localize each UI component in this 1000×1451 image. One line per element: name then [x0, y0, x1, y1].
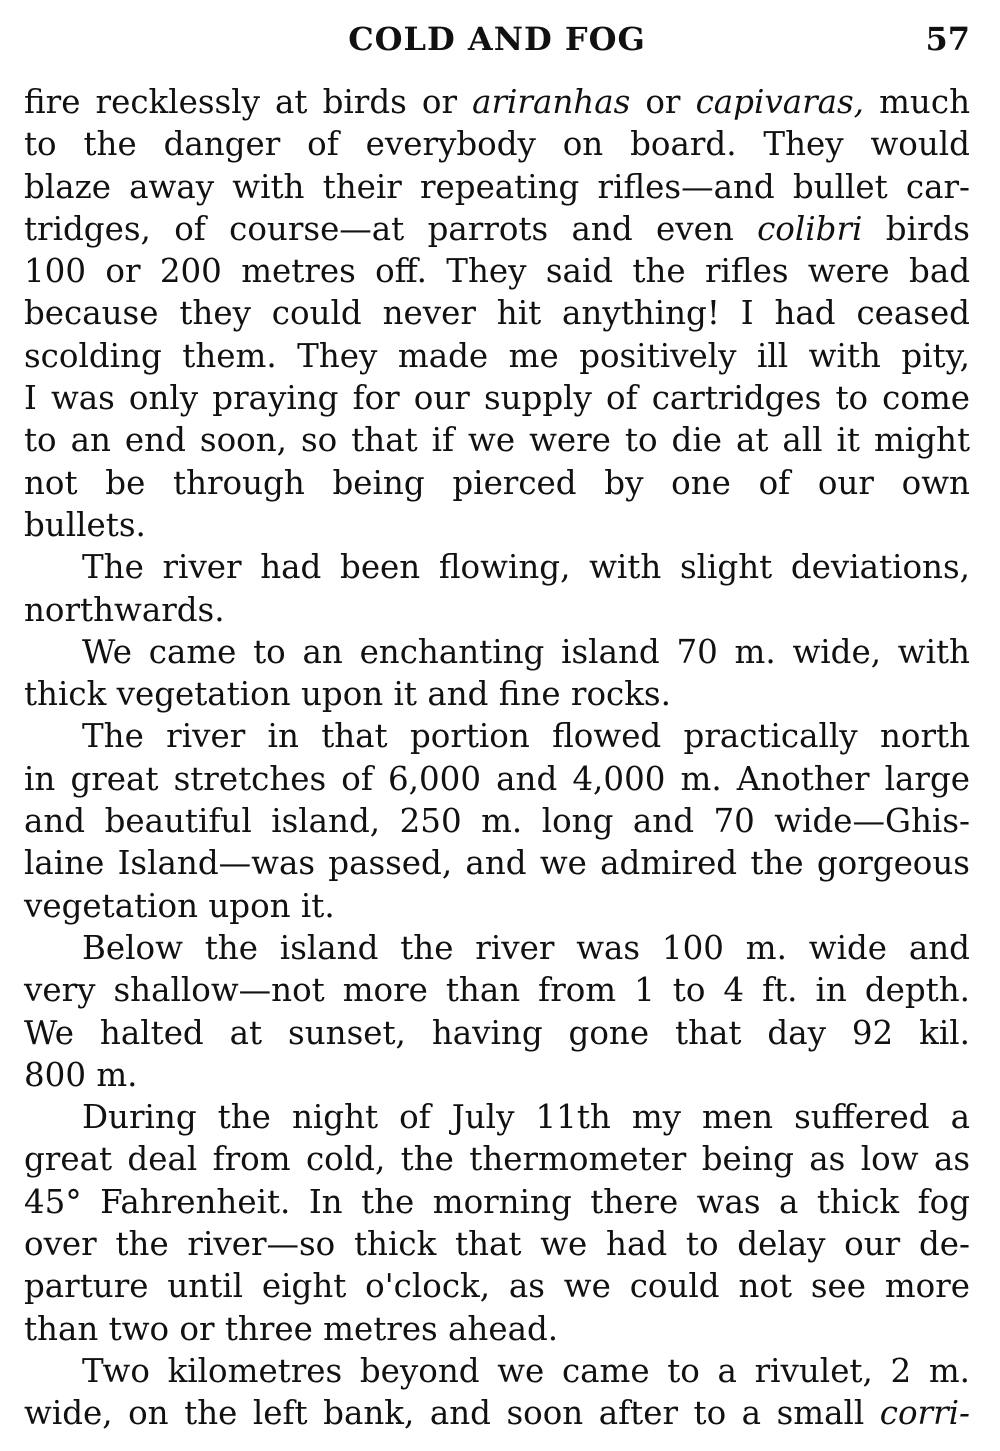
text-line: [24, 969, 970, 1011]
text-segment: much: [864, 83, 971, 121]
text-line: [24, 208, 970, 250]
text-line: [24, 546, 970, 588]
text-segment: because they could never hit anything! I had ceased: [24, 294, 970, 333]
running-head: [24, 14, 970, 64]
text-line: [24, 292, 970, 334]
text-line: [24, 885, 970, 927]
running-title: COLD AND FOG: [348, 20, 646, 58]
text-segment: not be through being pierced by one of our own: [24, 463, 970, 502]
text-segment: fire recklessly at birds or: [24, 83, 473, 121]
text-segment: We halted at sunset, having gone that day 92 kil.: [24, 1013, 970, 1052]
text-segment: birds: [862, 209, 970, 248]
text-segment: over the river—so thick that we had to delay our de-: [24, 1225, 970, 1264]
text-segment: scolding them. They made me positively ill with pity,: [24, 336, 970, 375]
text-line: [24, 1138, 970, 1180]
text-segment: or: [630, 83, 696, 121]
text-segment: blaze away with their repeating rifles—and bullet car-: [24, 167, 970, 206]
text-segment: to the danger of everybody on board. They would: [24, 125, 970, 164]
text-line: [24, 504, 970, 546]
text-segment: 45° Fahrenheit. In the morning there was a thick fog: [24, 1182, 970, 1221]
text-line: [24, 1308, 970, 1350]
text-segment: laine Island—was passed, and we admired the gorgeous: [24, 844, 970, 883]
text-line: [24, 842, 970, 884]
text-line: [24, 927, 970, 969]
body-text: [24, 81, 970, 1435]
text-line: [24, 673, 970, 715]
italic-text: capivaras,: [695, 83, 865, 121]
text-line: [24, 1181, 970, 1223]
italic-text: ariranhas: [472, 83, 631, 121]
text-segment: to an end soon, so that if we were to die at all it might: [24, 421, 970, 460]
text-segment: and beautiful island, 250 m. long and 70 wide—Ghis-: [24, 802, 970, 841]
text-line: [24, 1096, 970, 1138]
text-segment: The river in that portion flowed practically north: [82, 717, 970, 756]
text-segment: I was only praying for our supply of cartridges to come: [24, 379, 970, 418]
text-line: [24, 462, 970, 504]
text-segment: in great stretches of 6,000 and 4,000 m. Another large: [24, 759, 970, 798]
text-line: [24, 1392, 970, 1434]
text-line: [24, 1223, 970, 1265]
text-segment: wide, on the left bank, and soon after to a small: [24, 1394, 880, 1433]
text-segment: 800 m.: [24, 1055, 138, 1094]
text-segment: The river had been flowing, with slight deviations,: [82, 548, 970, 587]
text-segment: 100 or 200 metres off. They said the rifles were bad: [24, 252, 970, 291]
text-segment: very shallow—not more than from 1 to 4 ft. in depth.: [24, 971, 970, 1010]
text-segment: thick vegetation upon it and fine rocks.: [24, 675, 671, 714]
text-segment: great deal from cold, the thermometer being as low as: [24, 1140, 970, 1179]
text-line: [24, 123, 970, 165]
text-line: [24, 419, 970, 461]
text-line: [24, 81, 970, 123]
text-line: [24, 250, 970, 292]
text-line: [24, 589, 970, 631]
text-segment: than two or three metres ahead.: [24, 1309, 559, 1348]
text-segment: vegetation upon it.: [24, 886, 335, 925]
text-segment: Below the island the river was 100 m. wide and: [82, 928, 970, 967]
text-line: [24, 800, 970, 842]
text-segment: northwards.: [24, 590, 225, 629]
page-number: 57: [925, 20, 970, 58]
text-line: [24, 335, 970, 377]
text-segment: Two kilometres beyond we came to a rivulet, 2 m.: [82, 1351, 970, 1390]
italic-text: corri-: [879, 1394, 970, 1433]
text-line: [24, 1350, 970, 1392]
text-line: [24, 166, 970, 208]
text-line: [24, 758, 970, 800]
text-line: [24, 715, 970, 757]
text-segment: parture until eight o'clock, as we could not see more: [24, 1267, 970, 1306]
text-segment: During the night of July 11th my men suffered a: [82, 1098, 970, 1137]
text-line: [24, 1054, 970, 1096]
text-segment: tridges, of course—at parrots and even: [24, 209, 758, 248]
text-line: [24, 1265, 970, 1307]
text-line: [24, 1012, 970, 1054]
text-line: [24, 377, 970, 419]
text-line: [24, 631, 970, 673]
text-segment: We came to an enchanting island 70 m. wide, with: [82, 632, 970, 671]
text-segment: bullets.: [24, 505, 146, 544]
italic-text: colibri: [757, 209, 863, 248]
